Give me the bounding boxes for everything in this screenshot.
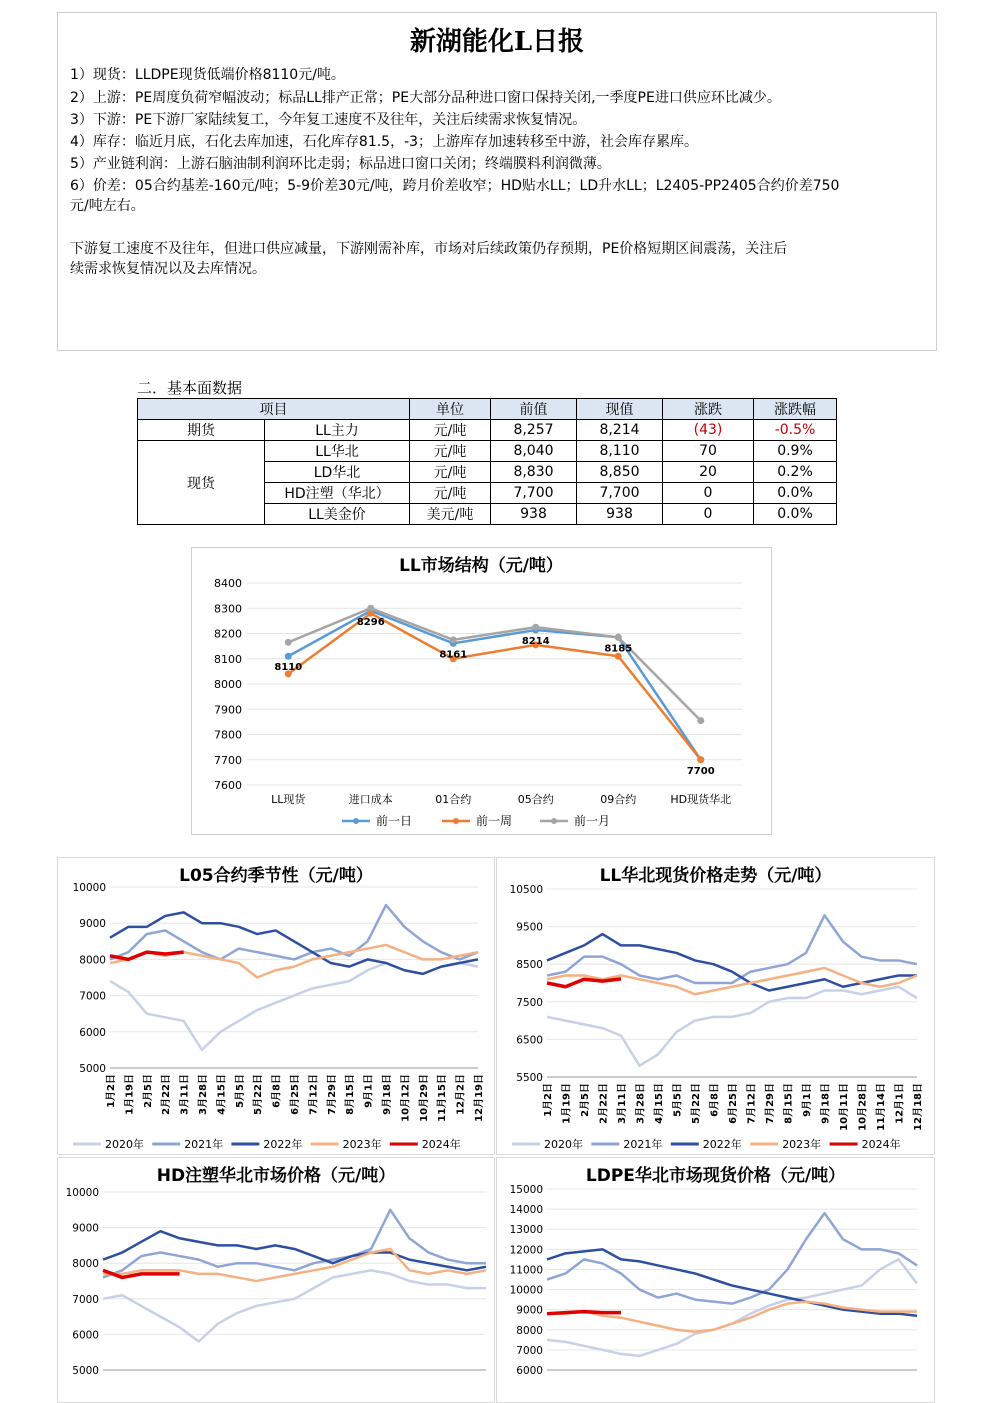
- legend-entry: 2024年: [861, 1138, 901, 1151]
- data-label: 8296: [356, 616, 385, 628]
- data-point: [615, 634, 622, 641]
- y-tick-label: 8000: [79, 954, 106, 967]
- fundamentals-table: [137, 398, 837, 525]
- row-prev: 8,830: [491, 462, 577, 483]
- row-curr: 7,700: [577, 483, 663, 504]
- x-tick-label: 7月12日: [308, 1074, 320, 1115]
- data-point: [697, 717, 704, 724]
- y-tick-label: 5500: [516, 1072, 543, 1084]
- series-line: [110, 912, 478, 974]
- chart-title: HD注塑华北市场价格（元/吨）: [156, 1166, 396, 1186]
- x-tick-label: 1月2日: [543, 1083, 554, 1117]
- y-tick-label: 5000: [72, 1365, 99, 1377]
- x-tick-label: 6月8日: [709, 1083, 721, 1117]
- legend-entry: 2024年: [421, 1138, 461, 1151]
- x-tick-label: 6月25日: [290, 1074, 301, 1115]
- row-prev: 8,257: [491, 420, 577, 441]
- data-point: [367, 605, 374, 612]
- ldpe-north-spot-chart: [496, 1157, 935, 1403]
- x-tick-label: 7月29日: [326, 1074, 338, 1115]
- data-point: [697, 756, 704, 763]
- x-tick-label: 05合约: [517, 793, 554, 806]
- row-prev: 8,040: [491, 441, 577, 462]
- series-line: [288, 613, 701, 759]
- y-tick-label: 8200: [214, 627, 242, 641]
- x-tick-label: 11月15日: [437, 1074, 449, 1122]
- series-line: [547, 1213, 917, 1304]
- chart-title: LL市场结构（元/吨）: [399, 556, 563, 576]
- series-line: [547, 1302, 917, 1332]
- conclusion-2: 续需求恢复情况以及去库情况。: [70, 261, 266, 277]
- point-5: 5）产业链利润：上游石脑油制利润环比走弱；标品进口窗口关闭；终端膜料利润微薄。: [70, 156, 611, 172]
- legend-entry: 2022年: [263, 1138, 303, 1151]
- row-pct: 0.9%: [754, 441, 837, 462]
- x-tick-label: 6月25日: [728, 1083, 739, 1124]
- data-label: 8110: [274, 662, 303, 674]
- report-title: 新湖能化L日报: [409, 27, 585, 57]
- row-chg: 0: [663, 483, 754, 504]
- series-line: [547, 1259, 917, 1356]
- header-item: 项目: [138, 399, 410, 420]
- point-3: 3）下游：PE下游厂家陆续复工，今年复工速度不及往年，关注后续需求恢复情况。: [70, 112, 587, 128]
- table-row: [138, 420, 837, 441]
- x-tick-label: 7月29日: [765, 1083, 776, 1124]
- x-tick-label: 7月12日: [746, 1083, 758, 1124]
- data-point: [532, 624, 539, 631]
- y-tick-label: 7700: [214, 753, 242, 767]
- x-tick-label: 12月1日: [894, 1083, 906, 1124]
- legend-marker: [353, 818, 359, 824]
- x-tick-label: 5月22日: [253, 1074, 265, 1115]
- x-tick-label: 5月5日: [672, 1083, 684, 1117]
- legend-entry: 2021年: [184, 1138, 224, 1151]
- conclusion-1: 下游复工速度不及往年，但进口供应减量，下游刚需补库，市场对后续政策仍存预期，PE价格短期区间震荡，关注后: [70, 241, 788, 257]
- data-label: 8161: [439, 649, 468, 661]
- legend-entry: 2021年: [623, 1138, 663, 1151]
- y-tick-label: 8000: [214, 678, 242, 691]
- series-line: [103, 1210, 486, 1278]
- x-tick-label: 2月5日: [142, 1074, 154, 1108]
- x-tick-label: 2月22日: [598, 1083, 610, 1124]
- row-unit: 美元/吨: [410, 504, 491, 525]
- row-unit: 元/吨: [410, 483, 491, 504]
- x-tick-label: 01合约: [435, 793, 472, 806]
- chart-title: LL华北现货价格走势（元/吨）: [599, 866, 832, 886]
- row-prev: 7,700: [491, 483, 577, 504]
- x-tick-label: 6月8日: [271, 1074, 283, 1108]
- header-prev: 前值: [491, 399, 577, 420]
- series-line: [103, 1270, 486, 1341]
- series-line: [110, 963, 478, 1050]
- row-curr: 8,850: [577, 462, 663, 483]
- series-line: [547, 979, 621, 987]
- table-header-row: [138, 399, 837, 420]
- y-tick-label: 7000: [79, 990, 106, 1003]
- x-tick-label: 9月18日: [820, 1083, 832, 1124]
- y-tick-label: 9000: [72, 1222, 99, 1235]
- x-tick-label: 5月5日: [234, 1074, 246, 1108]
- y-tick-label: 12000: [509, 1244, 543, 1257]
- series-line: [288, 608, 701, 720]
- x-tick-label: 12月2日: [455, 1074, 467, 1115]
- legend-entry: 2022年: [702, 1138, 742, 1151]
- row-chg: 0: [663, 504, 754, 525]
- x-tick-label: 8月15日: [345, 1074, 357, 1115]
- x-tick-label: 进口成本: [348, 793, 393, 806]
- series-line: [110, 905, 478, 959]
- series-line: [547, 1312, 621, 1314]
- spot-label: 现货: [138, 441, 265, 525]
- row-unit: 元/吨: [410, 462, 491, 483]
- legend-entry: 前一周: [476, 814, 513, 828]
- row-item: LD华北: [265, 462, 410, 483]
- row-chg: (43): [663, 420, 754, 441]
- data-label: 8185: [604, 643, 633, 655]
- futures-label: 期货: [138, 420, 265, 441]
- y-tick-label: 8400: [214, 577, 242, 590]
- y-tick-label: 9000: [516, 1304, 543, 1317]
- x-tick-label: 11月14日: [876, 1083, 887, 1131]
- y-tick-label: 7600: [214, 779, 242, 792]
- y-tick-label: 7000: [516, 1344, 543, 1357]
- x-tick-label: 12月19日: [474, 1074, 485, 1122]
- header-pct: 涨跌幅: [754, 399, 837, 420]
- x-tick-label: 3月28日: [635, 1083, 647, 1124]
- row-pct: 0.0%: [754, 483, 837, 504]
- x-tick-label: 1月19日: [124, 1074, 136, 1115]
- y-tick-label: 6000: [72, 1329, 99, 1342]
- market-structure-chart: [191, 547, 772, 835]
- y-tick-label: 8000: [516, 1324, 543, 1337]
- row-curr: 8,214: [577, 420, 663, 441]
- header-unit: 单位: [410, 399, 491, 420]
- y-tick-label: 6000: [79, 1026, 106, 1039]
- x-tick-label: 2月5日: [580, 1083, 591, 1117]
- y-tick-label: 7800: [214, 728, 242, 742]
- legend-entry: 2023年: [782, 1138, 822, 1151]
- y-tick-label: 7500: [516, 996, 543, 1009]
- summary-box: [57, 12, 937, 351]
- y-tick-label: 14000: [509, 1204, 543, 1217]
- legend-entry: 2020年: [544, 1138, 583, 1151]
- x-tick-label: 1月2日: [106, 1074, 117, 1108]
- y-tick-label: 15000: [509, 1184, 543, 1196]
- row-unit: 元/吨: [410, 420, 491, 441]
- row-item: LL主力: [265, 420, 410, 441]
- x-tick-label: 3月11日: [617, 1083, 628, 1124]
- x-tick-label: 10月28日: [857, 1083, 869, 1131]
- header-chg: 涨跌: [663, 399, 754, 420]
- section-title: 二．基本面数据: [137, 379, 243, 397]
- x-tick-label: 4月15日: [654, 1083, 665, 1124]
- l05-seasonality-chart: [57, 857, 495, 1155]
- data-point: [285, 653, 292, 660]
- row-item: LL华北: [265, 441, 410, 462]
- y-tick-label: 10000: [72, 882, 106, 894]
- x-tick-label: LL现货: [271, 793, 306, 806]
- x-tick-label: 1月19日: [561, 1083, 573, 1124]
- y-tick-label: 6000: [516, 1365, 543, 1377]
- y-tick-label: 6500: [516, 1034, 543, 1047]
- row-item: HD注塑（华北）: [265, 483, 410, 504]
- point-6: 6）价差：05合约基差-160元/吨；5-9价差30元/吨，跨月价差收窄；HD贴水LL；LD升水LL；L2405-PP2405合约价差750: [70, 178, 840, 194]
- point-1: 1）现货：LLDPE现货低端价格8110元/吨。: [70, 67, 345, 83]
- series-line: [547, 1249, 917, 1315]
- row-unit: 元/吨: [410, 441, 491, 462]
- legend-entry: 2023年: [342, 1138, 382, 1151]
- data-label: 7700: [686, 765, 715, 777]
- x-tick-label: 10月12日: [400, 1074, 412, 1122]
- x-tick-label: 10月11日: [839, 1083, 850, 1131]
- table-row: [138, 441, 837, 462]
- y-tick-label: 8500: [516, 959, 543, 972]
- x-tick-label: 2月22日: [161, 1074, 173, 1115]
- y-tick-label: 7900: [214, 703, 242, 717]
- series-line: [103, 1231, 486, 1270]
- row-curr: 938: [577, 504, 663, 525]
- chart-title: L05合约季节性（元/吨）: [179, 866, 373, 886]
- y-tick-label: 13000: [509, 1224, 543, 1237]
- data-point: [450, 636, 457, 643]
- y-tick-label: 10000: [509, 1284, 543, 1297]
- legend-marker: [453, 818, 459, 824]
- y-tick-label: 8300: [214, 602, 242, 616]
- y-tick-label: 10500: [509, 884, 543, 896]
- row-pct: 0.0%: [754, 504, 837, 525]
- y-tick-label: 8100: [214, 652, 242, 666]
- x-tick-label: 8月15日: [783, 1083, 795, 1124]
- legend-entry: 前一日: [376, 814, 413, 828]
- y-tick-label: 10000: [65, 1187, 99, 1199]
- point-2: 2）上游：PE周度负荷窄幅波动；标品LL排产正常；PE大部分品种进口窗口保持关闭,一季度PE进口供应环比减少。: [70, 90, 781, 106]
- y-tick-label: 8000: [72, 1258, 99, 1271]
- x-tick-label: 5月22日: [691, 1083, 702, 1124]
- y-tick-label: 5000: [79, 1063, 106, 1075]
- ll-north-spot-chart: [496, 857, 935, 1155]
- y-tick-label: 9500: [516, 921, 543, 934]
- y-tick-label: 7000: [72, 1293, 99, 1306]
- data-label: 8214: [521, 635, 550, 647]
- x-tick-label: 9月18日: [382, 1074, 393, 1115]
- row-pct: -0.5%: [754, 420, 837, 441]
- chart-title: LDPE华北市场现货价格（元/吨）: [585, 1166, 846, 1186]
- x-tick-label: 3月28日: [198, 1074, 209, 1115]
- x-tick-label: 09合约: [600, 793, 637, 806]
- x-tick-label: 9月1日: [802, 1083, 813, 1117]
- series-line: [547, 987, 917, 1066]
- point-4: 4）库存：临近月底，石化去库加速，石化库存81.5，-3；上游库存加速转移至中游，社会库存累库。: [70, 134, 699, 150]
- row-item: LL美金价: [265, 504, 410, 525]
- x-tick-label: 12月18日: [913, 1083, 924, 1131]
- x-tick-label: 10月29日: [418, 1074, 430, 1122]
- x-tick-label: 4月15日: [216, 1074, 228, 1115]
- legend-marker: [551, 818, 557, 824]
- x-tick-label: HD现货华北: [670, 793, 732, 806]
- legend-entry: 2020年: [105, 1138, 144, 1151]
- hd-injection-north-chart: [57, 1157, 495, 1403]
- point-6-cont: 元/吨左右。: [70, 198, 145, 214]
- y-tick-label: 9000: [79, 918, 106, 931]
- data-point: [285, 639, 292, 646]
- y-tick-label: 11000: [509, 1264, 543, 1277]
- legend-entry: 前一月: [574, 814, 611, 828]
- row-chg: 70: [663, 441, 754, 462]
- row-chg: 20: [663, 462, 754, 483]
- row-pct: 0.2%: [754, 462, 837, 483]
- header-curr: 现值: [577, 399, 663, 420]
- x-tick-label: 3月11日: [179, 1074, 191, 1115]
- row-prev: 938: [491, 504, 577, 525]
- row-curr: 8,110: [577, 441, 663, 462]
- x-tick-label: 9月1日: [363, 1074, 375, 1108]
